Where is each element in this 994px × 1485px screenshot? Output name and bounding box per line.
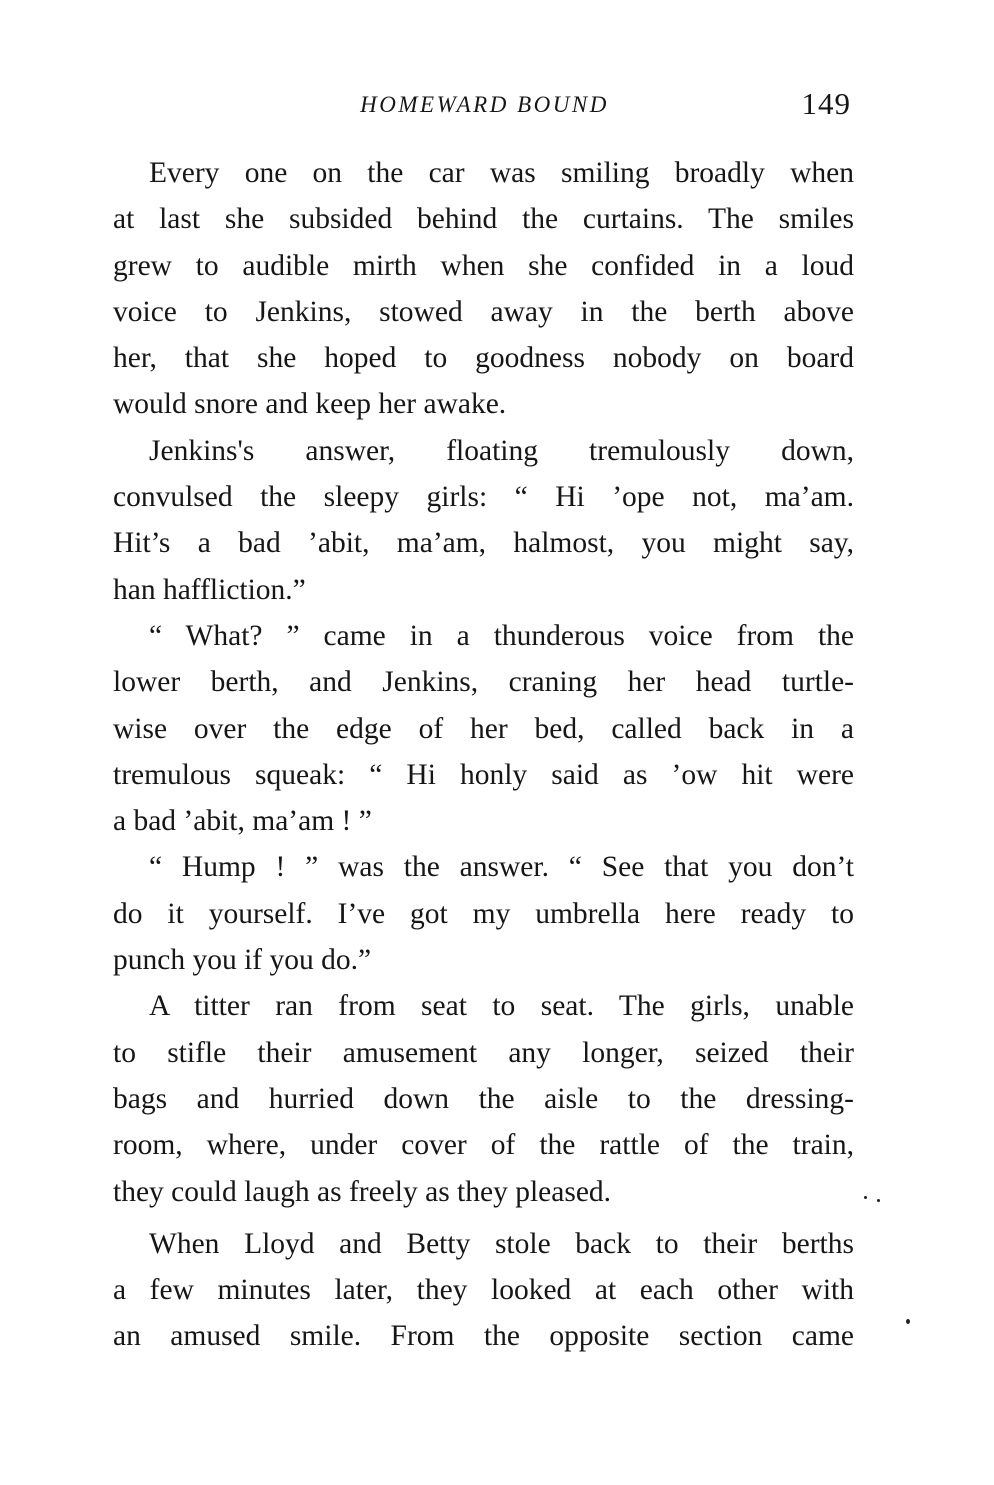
text-line: an amused smile. From the opposite section came [113, 1320, 854, 1353]
text-line: When Lloyd and Betty stole back to their berths [149, 1227, 854, 1260]
ink-speck [906, 1319, 910, 1324]
paragraph [113, 428, 854, 613]
text-line: punch you if you do.” [113, 944, 372, 977]
text-line: “ What? ” came in a thunderous voice from the [149, 619, 854, 652]
body-text [113, 150, 854, 1360]
text-line: wise over the edge of her bed, called back in a [113, 712, 854, 745]
ink-speck [877, 1199, 880, 1202]
text-line: a few minutes later, they looked at each other with [113, 1274, 854, 1307]
text-line: at last she subsided behind the curtains. The smiles [113, 203, 854, 236]
text-line: grew to audible mirth when she confided in a loud [113, 249, 854, 282]
text-line: Hit’s a bad ’abit, ma’am, halmost, you might say, [113, 527, 854, 560]
text-line: voice to Jenkins, stowed away in the berth above [113, 295, 854, 328]
text-line: her, that she hoped to goodness nobody on board [113, 342, 854, 375]
text-line: room, where, under cover of the rattle of the train, [113, 1129, 854, 1162]
ink-speck [864, 1196, 867, 1199]
text-line: A titter ran from seat to seat. The girls, unable [149, 990, 854, 1023]
text-line: Every one on the car was smiling broadly when [149, 157, 854, 189]
paragraph [113, 613, 854, 844]
text-line: would snore and keep her awake. [113, 388, 507, 421]
running-head [112, 86, 857, 126]
page-number: 149 [801, 86, 851, 121]
paragraph [113, 1221, 854, 1360]
text-line: do it yourself. I’ve got my umbrella here ready to [113, 897, 854, 930]
paragraph [113, 983, 854, 1214]
text-line: a bad ’abit, ma’am ! ” [113, 805, 372, 838]
text-line: they could laugh as freely as they pleased. [113, 1175, 612, 1208]
text-line: bags and hurried down the aisle to the dressing- [113, 1082, 854, 1115]
paragraph [113, 150, 854, 428]
text-line: Jenkins's answer, floating tremulously down, [149, 434, 854, 467]
text-line: to stifle their amusement any longer, seized their [113, 1036, 854, 1069]
text-line: han haffliction.” [113, 573, 306, 606]
paragraph [113, 844, 854, 983]
text-line: tremulous squeak: “ Hi honly said as ’ow hit were [113, 758, 854, 791]
text-line: “ Hump ! ” was the answer. “ See that you don’t [149, 851, 854, 884]
text-line: lower berth, and Jenkins, craning her head turtle- [113, 666, 854, 699]
running-title: HOMEWARD BOUND [360, 92, 609, 117]
text-line: convulsed the sleepy girls: “ Hi ’ope not, ma’am. [113, 481, 854, 514]
